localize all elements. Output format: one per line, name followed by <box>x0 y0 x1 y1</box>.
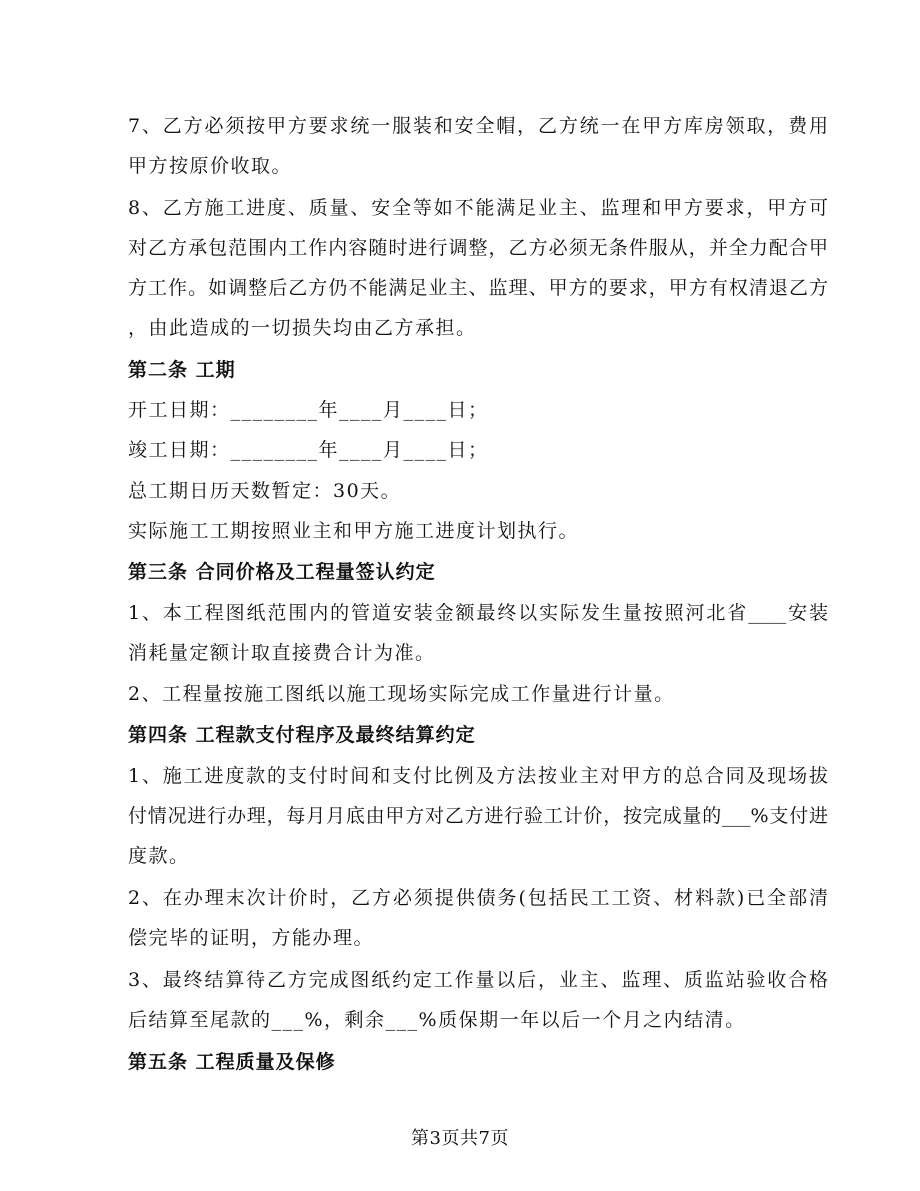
item-8-line-2: 对乙方承包范围内工作内容随时进行调整，乙方必须无条件服从，并全力配合甲 <box>128 237 828 259</box>
article-3-item-1-line-2: 消耗量定额计取直接费合计为准。 <box>128 642 436 664</box>
page-number: 第3页共7页 <box>411 1128 509 1149</box>
end-date: 竣工日期：________年____月____日； <box>128 439 489 461</box>
article-4-item-3-line-1: 3、最终结算待乙方完成图纸约定工作量以后，业主、监理、质监站验收合格 <box>128 969 828 991</box>
item-7-line-2: 甲方按原价收取。 <box>128 155 293 177</box>
article-4-item-1-line-2: 付情况进行办理，每月月底由甲方对乙方进行验工计价，按完成量的___%支付进 <box>128 805 828 827</box>
article-4-item-2-line-2: 偿完毕的证明，方能办理。 <box>128 927 375 949</box>
article-2-heading: 第二条 工期 <box>128 359 236 381</box>
article-3-heading: 第三条 合同价格及工程量签认约定 <box>128 561 436 583</box>
start-date: 开工日期：________年____月____日； <box>128 399 489 421</box>
actual-schedule: 实际施工工期按照业主和甲方施工进度计划执行。 <box>128 520 580 542</box>
article-4-item-2-line-1: 2、在办理末次计价时，乙方必须提供债务(包括民工工资、材料款)已全部清 <box>128 887 828 909</box>
article-3-item-2: 2、工程量按施工图纸以施工现场实际完成工作量进行计量。 <box>128 683 675 705</box>
item-8-line-4: ，由此造成的一切损失均由乙方承担。 <box>128 317 477 339</box>
item-8-line-1: 8、乙方施工进度、质量、安全等如不能满足业主、监理和甲方要求，甲方可 <box>128 197 828 219</box>
article-4-item-1-line-1: 1、施工进度款的支付时间和支付比例及方法按业主对甲方的总合同及现场拔 <box>128 765 828 787</box>
article-4-heading: 第四条 工程款支付程序及最终结算约定 <box>128 724 476 746</box>
article-4-item-3-line-2: 后结算至尾款的___%，剩余___%质保期一年以后一个月之内结清。 <box>128 1009 746 1031</box>
item-7-line-1: 7、乙方必须按甲方要求统一服装和安全帽，乙方统一在甲方库房领取，费用 <box>128 115 828 137</box>
total-days: 总工期日历天数暂定：30天。 <box>128 480 402 502</box>
article-4-item-1-line-3: 度款。 <box>128 845 190 867</box>
article-3-item-1-line-1: 1、本工程图纸范围内的管道安装金额最终以实际发生量按照河北省____安装 <box>128 602 828 624</box>
article-5-heading: 第五条 工程质量及保修 <box>128 1051 336 1073</box>
item-8-line-3: 方工作。如调整后乙方仍不能满足业主、监理、甲方的要求，甲方有权清退乙方 <box>128 277 828 299</box>
